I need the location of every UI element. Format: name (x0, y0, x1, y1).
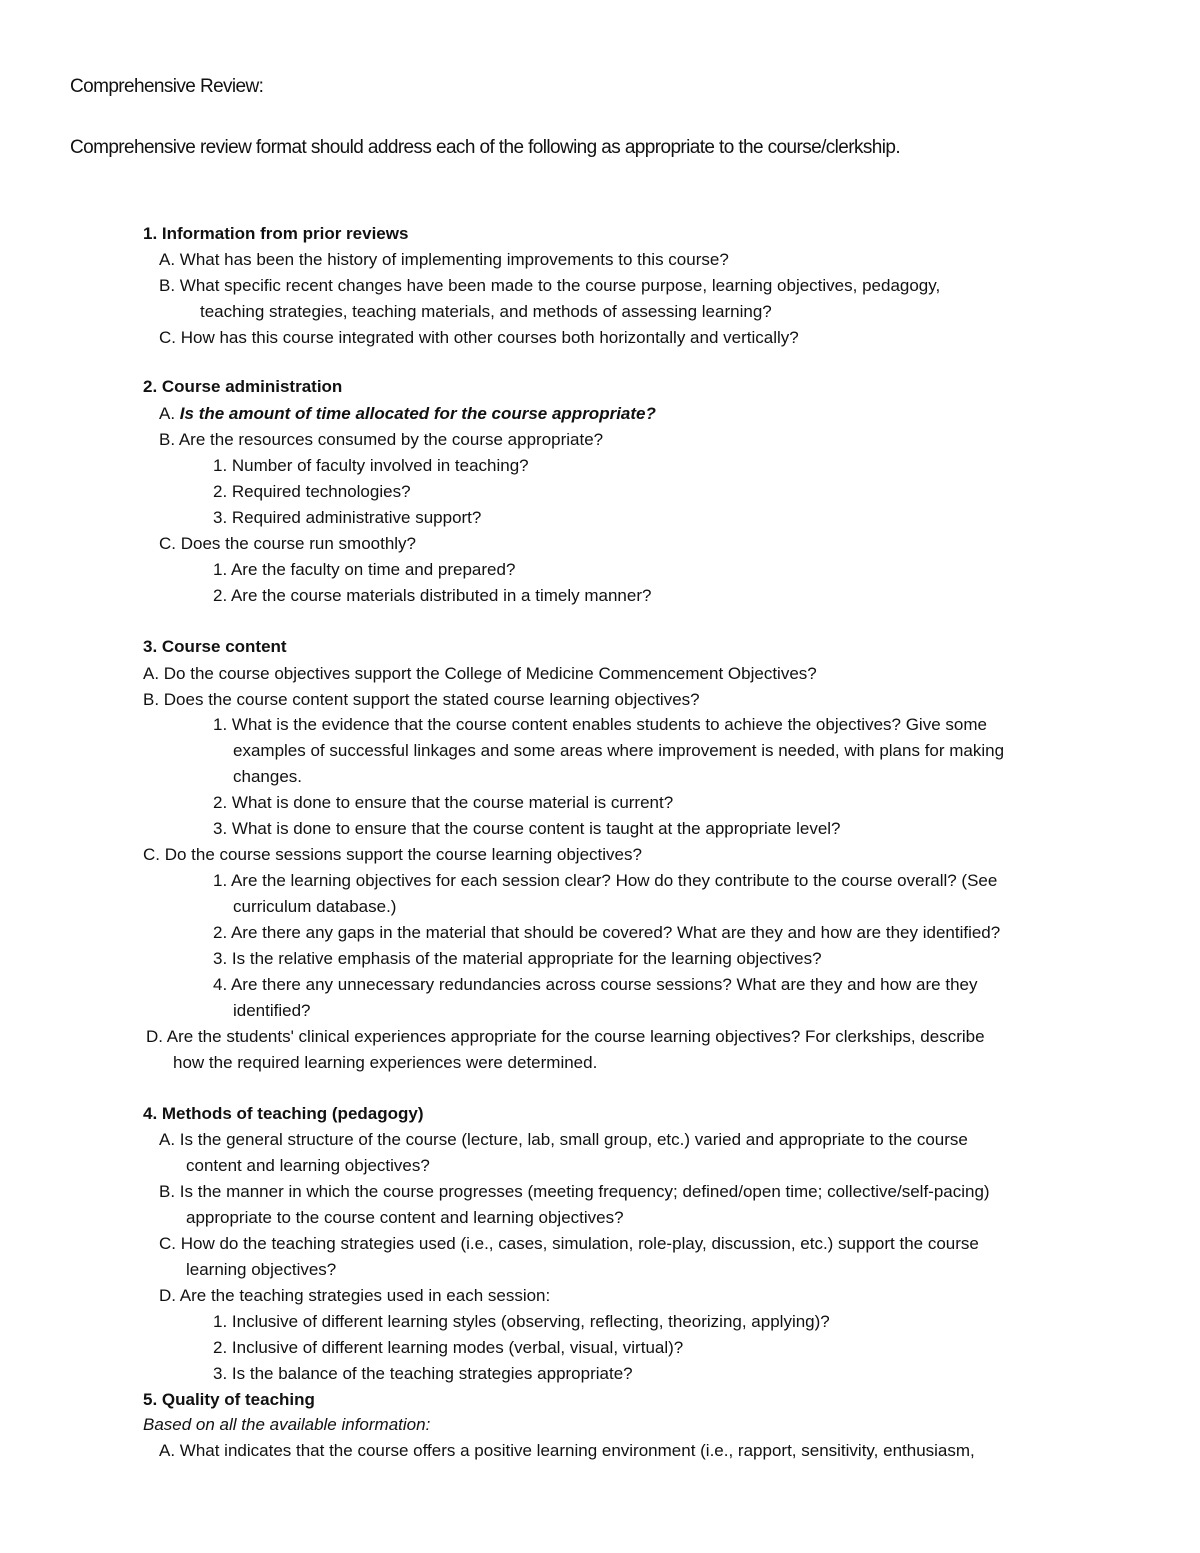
section-4-item-a: A. Is the general structure of the course (lecture, lab, small group, etc.) varied and appropriate to the course (159, 1130, 968, 1149)
section-2-item-b-3: 3. Required administrative support? (213, 508, 482, 527)
section-3-item-b-1-cont: examples of successful linkages and some areas where improvement is needed, with plans for making (233, 741, 1005, 760)
section-3-item-c: C. Do the course sessions support the course learning objectives? (143, 845, 642, 864)
section-2-item-b-2: 2. Required technologies? (213, 482, 411, 501)
section-2-item-a (159, 404, 656, 424)
section-5-subheading: Based on all the available information: (143, 1415, 431, 1434)
document-intro: Comprehensive review format should address each of the following as appropriate to the course/clerkship. (70, 137, 901, 158)
section-3-item-d-cont: how the required learning experiences were determined. (173, 1053, 598, 1072)
section-2-item-c-1: 1. Are the faculty on time and prepared? (213, 560, 516, 579)
section-1-item-c: C. How has this course integrated with other courses both horizontally and vertically? (159, 328, 799, 347)
section-4-item-d-2: 2. Inclusive of different learning modes (verbal, visual, virtual)? (213, 1338, 684, 1357)
section-3-item-c-4-cont: identified? (233, 1001, 311, 1020)
section-3-item-c-1: 1. Are the learning objectives for each session clear? How do they contribute to the course overall? (See (213, 871, 998, 890)
section-5-heading: 5. Quality of teaching (143, 1390, 315, 1409)
section-2-item-a-prefix: A. (159, 404, 180, 423)
section-2-item-b-1: 1. Number of faculty involved in teaching? (213, 456, 529, 475)
section-3-item-b: B. Does the course content support the stated course learning objectives? (143, 690, 700, 709)
section-1-item-b-cont: teaching strategies, teaching materials, and methods of assessing learning? (200, 302, 772, 321)
section-4-item-a-cont: content and learning objectives? (186, 1156, 430, 1175)
section-3-item-a: A. Do the course objectives support the College of Medicine Commencement Objectives? (143, 664, 817, 683)
section-2-item-a-text: Is the amount of time allocated for the course appropriate? (179, 404, 656, 423)
section-3-item-b-3: 3. What is done to ensure that the course content is taught at the appropriate level? (213, 819, 841, 838)
section-3-item-b-2: 2. What is done to ensure that the course material is current? (213, 793, 674, 812)
section-4-item-b-cont: appropriate to the course content and learning objectives? (186, 1208, 624, 1227)
section-1-item-a: A. What has been the history of implementing improvements to this course? (159, 250, 729, 269)
section-3-item-c-3: 3. Is the relative emphasis of the material appropriate for the learning objectives? (213, 949, 822, 968)
section-3-item-c-2: 2. Are there any gaps in the material that should be covered? What are they and how are they identified? (213, 923, 1001, 942)
section-4-item-c: C. How do the teaching strategies used (i.e., cases, simulation, role-play, discussion, etc.) support the course (159, 1234, 979, 1253)
section-3-item-b-1-cont2: changes. (233, 767, 302, 786)
section-2-item-c: C. Does the course run smoothly? (159, 534, 417, 553)
section-2-item-c-2: 2. Are the course materials distributed in a timely manner? (213, 586, 652, 605)
section-2-item-b: B. Are the resources consumed by the course appropriate? (159, 430, 604, 449)
section-1-item-b: B. What specific recent changes have been made to the course purpose, learning objectives, pedagogy, (159, 276, 941, 295)
section-5-item-a: A. What indicates that the course offers a positive learning environment (i.e., rapport, sensitivity, enthusiasm, (159, 1441, 975, 1460)
section-3-heading: 3. Course content (143, 637, 287, 656)
section-1-heading: 1. Information from prior reviews (143, 224, 409, 243)
section-4-item-d: D. Are the teaching strategies used in each session: (159, 1286, 551, 1305)
section-4-item-d-3: 3. Is the balance of the teaching strategies appropriate? (213, 1364, 633, 1383)
document-title: Comprehensive Review: (70, 76, 264, 97)
section-4-item-b: B. Is the manner in which the course progresses (meeting frequency; defined/open time; collective/self-pacing) (159, 1182, 990, 1201)
section-3-item-d: D. Are the students' clinical experiences appropriate for the course learning objectives? For clerkships, describe (146, 1027, 985, 1046)
section-3-item-c-4: 4. Are there any unnecessary redundancies across course sessions? What are they and how are they (213, 975, 978, 994)
section-4-heading: 4. Methods of teaching (pedagogy) (143, 1104, 424, 1123)
section-3-item-c-1-cont: curriculum database.) (233, 897, 397, 916)
section-2-heading: 2. Course administration (143, 377, 343, 396)
section-3-item-b-1: 1. What is the evidence that the course content enables students to achieve the objectives? Give some (213, 715, 987, 734)
section-4-item-d-1: 1. Inclusive of different learning styles (observing, reflecting, theorizing, applying)? (213, 1312, 830, 1331)
section-4-item-c-cont: learning objectives? (186, 1260, 337, 1279)
